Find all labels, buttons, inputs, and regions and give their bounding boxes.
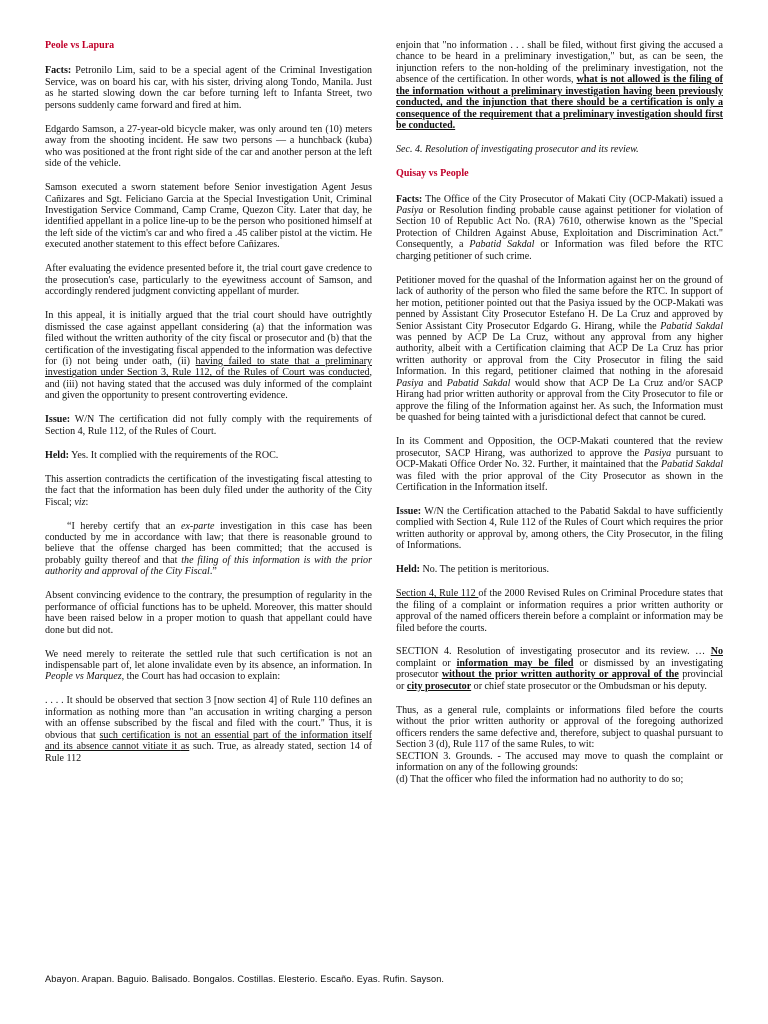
s4-prior-authority: without the prior written authority or approval of the — [441, 669, 679, 681]
s4-no: No — [710, 646, 723, 658]
issue-text: W/N The certification did not fully comply with the requirements of Section 4, Rule 112, of the Rules of Court. — [45, 414, 372, 437]
f1b: or Resolution finding probable cause against petitioner for violation of Section 10 of Republic Act No. (RA) 7610, otherwise known as the "Special Protection of Children Against Abuse, Exploitation and Discrimination Act." Consequently, a — [396, 204, 723, 251]
cert-text-a: This assertion contradicts the certification of the investigating fiscal attesting to the fact that the information has been duly filed under the authority of the City Fiscal; — [45, 473, 372, 508]
paragraph-ground-d: (d) That the officer who filed the information had no authority to do so; — [396, 773, 684, 785]
section-4-heading: Sec. 4. Resolution of investigating prosecutor and its review. — [396, 144, 639, 156]
paragraph-presumption: Absent convincing evidence to the contrary, the presumption of regularity in the performance of official functions has to be upheld. Moreover, this matter should have been raised below in a proper motion to quash that appellant could have done but did not. — [45, 590, 372, 636]
issue-text-quisay: W/N the Certification attached to the Pabatid Sakdal to have sufficiently complied with Section 4, Rule 112 of the Rules of Court which requires the prior written authority or approval by, among others, the City Prosecutor, in the filing of Informations. — [396, 505, 723, 552]
f1-pabatid: Pabatid Sakdal — [469, 239, 535, 251]
issue-paragraph — [45, 414, 372, 437]
issue-label-quisay: Issue: — [396, 505, 422, 517]
paragraph-appeal — [45, 310, 372, 402]
settled-case: People vs Marquez — [45, 671, 122, 683]
appeal-text-b: , and (iii) not having stated that the accused was duly informed of the complaint and given the opportunity to present controverting evidence. — [45, 367, 372, 402]
f3-pasiya: Pasiya — [643, 447, 672, 459]
s4a: SECTION 4. Resolution of investigating prosecutor and its review. … — [396, 646, 711, 658]
section-4-underlined: Section 4, Rule 112 — [396, 588, 479, 600]
s4d: provincial or — [396, 669, 723, 692]
s4c: or dismissed by an investigating prosecutor — [396, 657, 723, 681]
paragraph-sworn-statement: Samson executed a sworn statement before Senior investigation Agent Jesus Cañizares and Sgt. Feliciano Garcia at the Special Investigation Unit, Criminal Investigation Service Command, Camp Crame, Quezon City. Later that day, he identified appellant in a police line-up to be the person who positioned himself at the left side of the victim's car and who fired a .45 caliber pistol at the victim. He executed another statement to this effect before Cañizares. — [45, 182, 372, 251]
quote2-a: . . . . It should be observed that section 3 [now section 4] of Rule 110 defines an information as nothing more than "an accusation in writing charging a person with an offense subscribed by the fiscal and filed with the court." Thus, it is obvious that — [45, 695, 372, 741]
paragraph-section-4-quote — [396, 646, 723, 692]
appeal-text-a: In this appeal, it is initially argued that the trial court should have outrightly dismissed the case against appellant considering (a) that the information was filed without the written authority of the city fiscal or prosecutor and (b) that the certification of the investigating fiscal appended to the information was defective for (i) not being under oath, (ii) — [45, 310, 372, 367]
held-paragraph — [45, 450, 372, 461]
paragraph-settled-rule — [45, 649, 372, 683]
quote1-c: .” — [209, 566, 217, 578]
paragraph-quashal — [396, 275, 723, 424]
f2-pabatid-2: Pabatid Sakdal — [446, 377, 511, 389]
case-title-lapura: Peole vs Lapura — [45, 40, 115, 51]
f3-pabatid: Pabatid Sakdal — [661, 459, 724, 471]
held-paragraph-quisay — [396, 564, 723, 575]
s4e: or chief state prosecutor or the Ombudsman or his deputy. — [471, 680, 707, 692]
paragraph-section-4-rule — [396, 588, 723, 634]
f2d: would show that ACP De La Cruz and/or SACP Hirang had prior written authority or approval from the City Prosecutor to file or approve the filing of the Information against her. As such, the Information must be quashed for being tainted with a jurisdictional defect that cannot be cured. — [396, 377, 724, 424]
issue-paragraph-quisay — [396, 506, 723, 552]
section-4-text: of the 2000 Revised Rules on Criminal Procedure states that the filing of a complaint or information requires a prior written authority or approval of the named officers therein before a complaint or information may be filed before the courts. — [396, 588, 723, 634]
quote1-a: “I hereby certify that an — [67, 520, 181, 532]
f3a: In its Comment and Opposition, the OCP-Makati countered that the review prosecutor, SACP Hirang, was authorized to approve the — [396, 436, 723, 459]
held-label-quisay: Held: — [396, 564, 420, 576]
f3b: pursuant to OCP-Makati Office Order No. 32. Further, it maintained that the — [396, 447, 723, 471]
f2-pabatid: Pabatid Sakdal — [660, 320, 723, 332]
settled-a: We need merely to reiterate the settled rule that such certification is not an indispensable part of, let alone invalidate even by its absence, an information. In — [45, 648, 372, 672]
left-column — [45, 40, 372, 777]
held-label: Held: — [45, 449, 69, 461]
held-text-quisay: No. The petition is meritorious. — [420, 564, 550, 576]
enjoin-text: enjoin that "no information . . . shall be filed, without first giving the accused a chance to be heard in a preliminary investigation," but, as can be seen, the injunction refers to the non-holding of the preliminary investigation, not the absence of the certification. In other words, — [396, 40, 723, 86]
s4-city-prosecutor: city prosecutor — [406, 680, 472, 692]
paragraph-comment — [396, 436, 723, 493]
f1-pasiya: Pasiya — [396, 204, 424, 216]
f2c: and — [423, 377, 447, 389]
facts-label-quisay: Facts: — [396, 193, 423, 205]
facts-paragraph-quisay — [396, 194, 723, 263]
paragraph-enjoin — [396, 40, 723, 132]
f2-pasiya: Pasiya — [396, 377, 424, 389]
quote2-b: such. True, as already stated, section 14 of Rule 112 — [45, 741, 373, 764]
f1a: The Office of the City Prosecutor of Makati City (OCP-Makati) issued a — [422, 193, 723, 205]
quote1-ex-parte: ex-parte — [180, 520, 215, 532]
s4b: complaint or — [396, 657, 457, 669]
issue-label: Issue: — [45, 414, 71, 426]
f1c: or Information was filed before the RTC charging petitioner of such crime. — [396, 239, 723, 262]
s4-information: information may be filed — [456, 657, 574, 669]
cert-text-b: : — [85, 496, 89, 508]
f3c: was filed with the prior approval of the City Prosecutor as shown in the Certification in the Information itself. — [396, 470, 723, 493]
paragraph-samson: Edgardo Samson, a 27-year-old bicycle maker, was only around ten (10) meters away from the shooting incident. He saw two persons — a hunchback (kuba) who was positioned at the front right side of the car and another person at the left side of the vehicle. — [45, 123, 372, 170]
paragraph-general-rule: Thus, as a general rule, complaints or informations filed before the courts without the prior written authority or approval of the foregoing authorized officers renders the same defective and, therefore, subject to quashal pursuant to Section 3 (d), Rule 117 of the same Rules, to wit: — [396, 704, 723, 751]
footer-authors: Abayon. Arapan. Baguio. Balisado. Bongalos. Costillas. Elesterio. Escaño. Eyas. Rufin. Sayson. — [45, 974, 445, 984]
quote-certification — [45, 521, 372, 578]
facts-paragraph — [45, 65, 372, 111]
right-column — [396, 40, 723, 797]
quote2-underlined-as: as — [180, 741, 190, 753]
cert-viz: viz — [74, 496, 86, 508]
paragraph-certification — [45, 474, 372, 508]
paragraph-trial-court: After evaluating the evidence presented before it, the trial court gave credence to the prosecution's case, particularly to the eyewitness account of Samson, and accordingly rendered judgment convicting appellant of murder. — [45, 263, 372, 298]
f2a: Petitioner moved for the quashal of the Information against her on the ground of lack of authority of the person who filed the same before the RTC. In support of her motion, petitioner pointed out that the Pasiya issued by the OCP-Makati was penned by Assistant City Prosecutor Estefano H. De La Cruz and approved by Senior Assistant City Prosecutor Edgardo G. Hirang, while the — [396, 274, 723, 332]
appeal-underlined: having failed to state that a preliminary investigation under Section 3, Rule 112, of the Rules of Court was conducted — [45, 355, 372, 379]
enjoin-bold-underlined: what is not allowed is the filing of the information without a preliminary investigation having been previously conducted, and the injunction that there should be a certification is only a consequence of the requirement that a preliminary investigation should first be conducted. — [396, 74, 723, 132]
quote1-b: investigation in this case has been conducted by me in accordance with law; that there is reasonable ground to believe that the offense charged has been committed; that the accused is probably guilty thereof and that — [45, 520, 372, 566]
held-text: Yes. It complied with the requirements of the ROC. — [69, 449, 279, 461]
f2b: was penned by ACP De La Cruz, without any approval from any higher authority, albeit with a Certification claiming that ACP De La Cruz has prior written authority or approval from the City Prosecutor in filing the said Information. In this regard, petitioner claimed that nothing in the aforesaid — [396, 332, 723, 378]
case-title-quisay: Quisay vs People — [396, 168, 469, 180]
facts-text: Petronilo Lim, said to be a special agent of the Criminal Investigation Service, was on board his car, with his sister, driving along Tondo, Manila. Just as he started slowing down the car before turning left to Infanta Street, two persons suddenly came forward and fired at him. — [45, 65, 372, 111]
quote1-italic: the filing of this information is with the prior authority and approval of the City Fiscal — [45, 554, 372, 578]
quote-marquez — [45, 695, 372, 764]
paragraph-section-3: SECTION 3. Grounds. - The accused may move to quash the complaint or information on any of the following grounds: — [396, 750, 723, 774]
facts-label: Facts: — [45, 65, 72, 77]
quote2-underlined: such certification is not an essential part of the information itself and its absence cannot vitiate it — [45, 729, 372, 753]
settled-b: , the Court has had occasion to explain: — [121, 671, 281, 683]
